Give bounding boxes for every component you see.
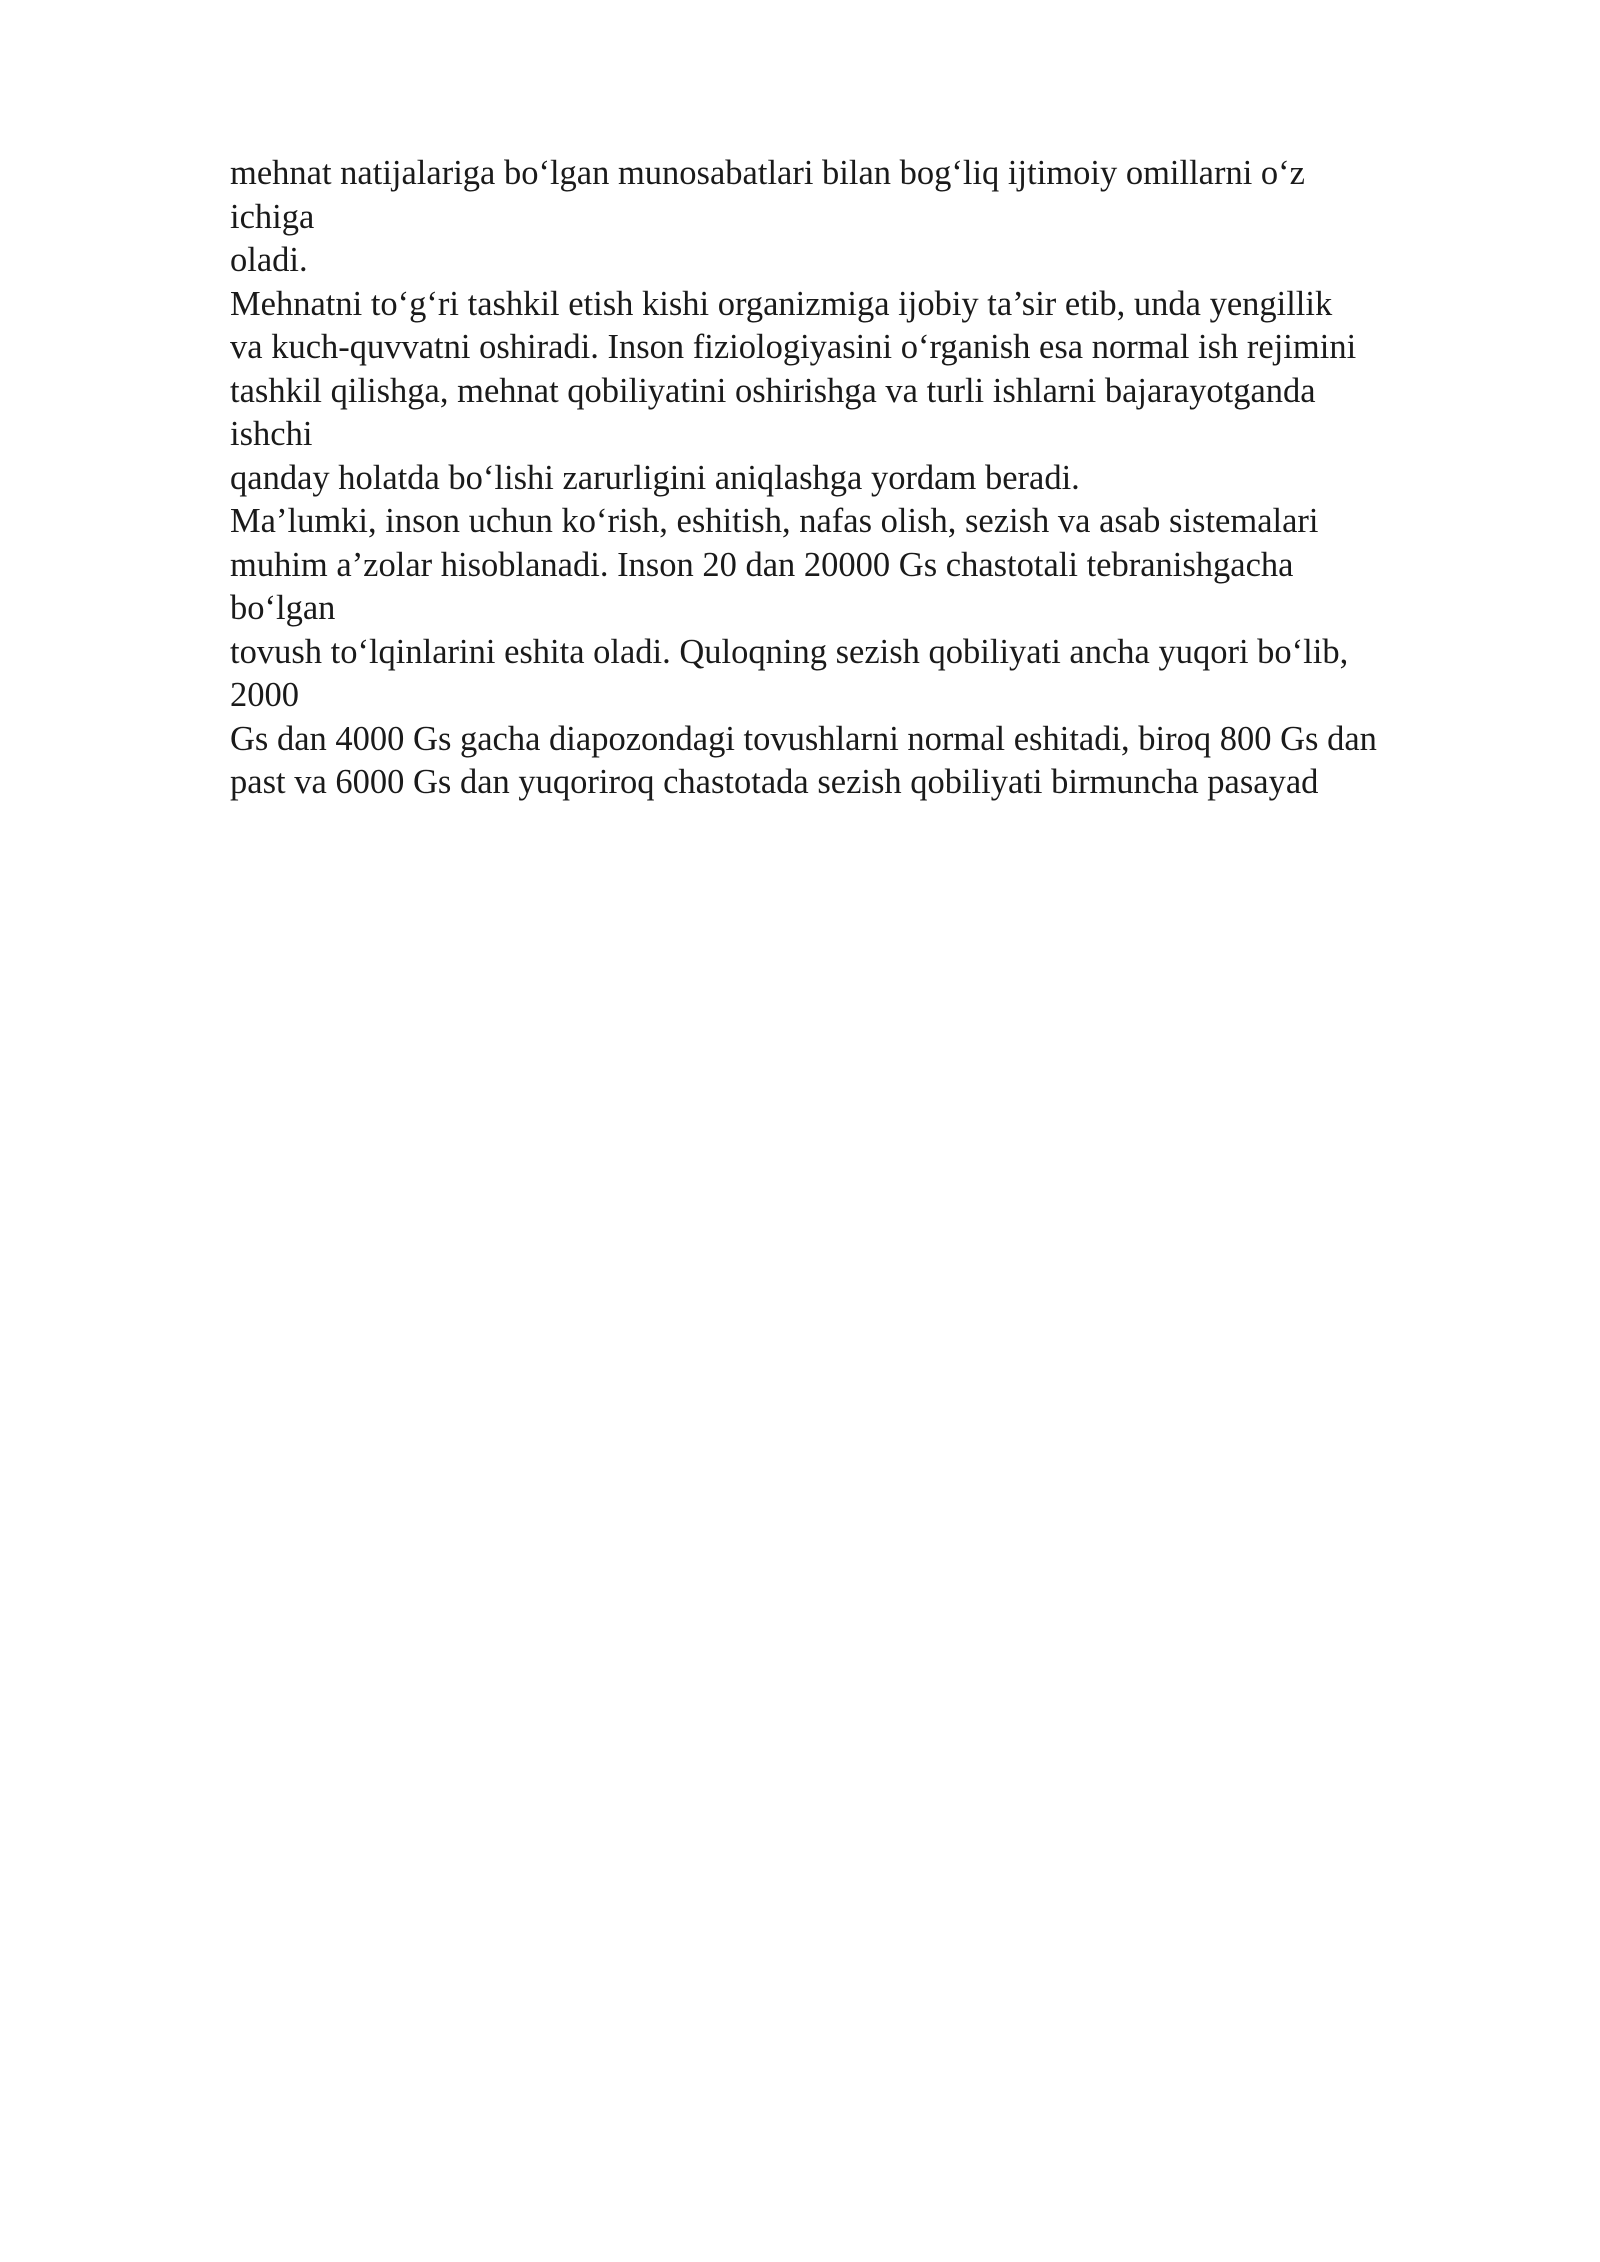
text-line: ishchi: [230, 415, 313, 453]
text-line: Mehnatni to‘g‘ri tashkil etish kishi organizmiga ijobiy ta’sir etib, unda yengillik: [230, 284, 1333, 323]
text-line: Gs dan 4000 Gs gacha diapozondagi tovushlarni normal eshitadi, biroq 800 Gs dan: [230, 719, 1377, 758]
text-line: ichiga: [230, 197, 315, 236]
body-text: [230, 152, 1530, 805]
text-line: bo‘lgan: [230, 589, 336, 627]
text-line: oladi.: [230, 241, 308, 279]
text-line: past va 6000 Gs dan yuqoriroq chastotada sezish qobiliyati birmuncha pasayad: [230, 763, 1319, 801]
text-line: Ma’lumki, inson uchun ko‘rish, eshitish, nafas olish, sezish va asab sistemalari: [230, 502, 1319, 540]
text-line: 2000: [230, 676, 299, 714]
text-line: mehnat natijalariga bo‘lgan munosabatlari bilan bog‘liq ijtimoiy omillarni o‘z: [230, 154, 1305, 192]
text-line: qanday holatda bo‘lishi zarurligini aniqlashga yordam beradi.: [230, 458, 1080, 497]
text-line: tovush to‘lqinlarini eshita oladi. Quloqning sezish qobiliyati ancha yuqori bo‘lib,: [230, 632, 1349, 671]
text-line: va kuch-quvvatni oshiradi. Inson fiziologiyasini o‘rganish esa normal ish rejimini: [230, 328, 1357, 366]
text-line: tashkil qilishga, mehnat qobiliyatini oshirishga va turli ishlarni bajarayotganda: [230, 371, 1316, 410]
text-line: muhim a’zolar hisoblanadi. Inson 20 dan 20000 Gs chastotali tebranishgacha: [230, 545, 1294, 584]
